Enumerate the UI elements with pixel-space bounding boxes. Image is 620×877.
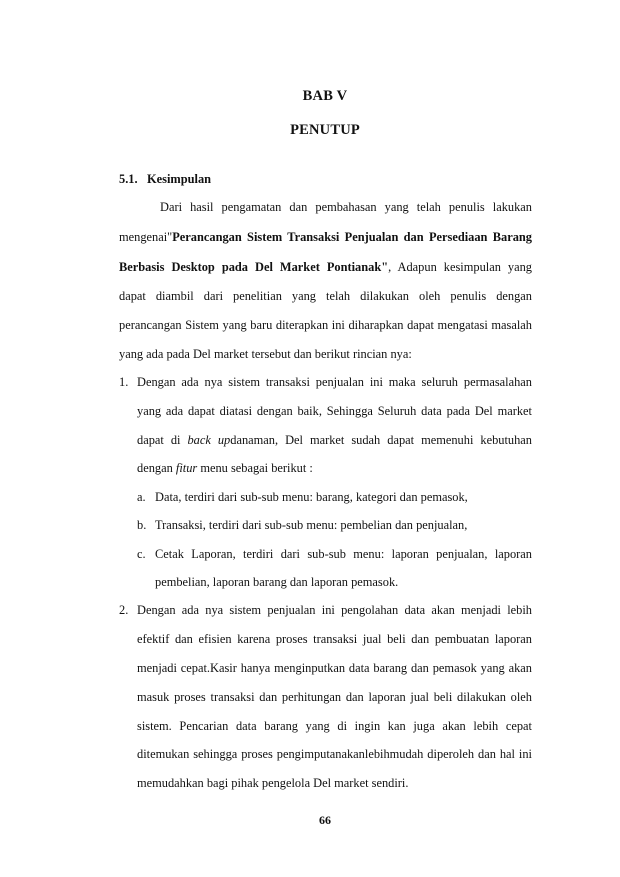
intro-line-5: perancangan Sistem yang baru diterapkan ini diharapkan dapat mengatasi masalah xyxy=(119,318,532,332)
item-2-line-7: memudahkan bagi pihak pengelola Del market sendiri. xyxy=(137,776,409,790)
item-2-line-5: sistem. Pencarian data barang yang di ingin kan juga akan lebih cepat xyxy=(137,719,532,733)
sub-item-a-label: a. xyxy=(137,490,146,504)
intro-line-3-rest: , Adapun kesimpulan yang xyxy=(388,260,532,274)
intro-line-3-bold: Berbasis Desktop pada Del Market Pontianak" xyxy=(119,260,389,274)
item-1-line-3-a: dapat di xyxy=(137,433,188,447)
item-1-line-3-italic: back up xyxy=(187,433,231,447)
item-2-line-6: ditemukan sehingga proses pengimputanakanlebihmudah diperoleh dan hal ini xyxy=(137,747,532,761)
intro-line-2-bold: Perancangan Sistem Transaksi Penjualan dan Persediaan Barang xyxy=(172,230,532,244)
item-1-line-4 xyxy=(137,460,313,476)
item-2-line-2: efektif dan efisien karena proses transaksi jual beli dan pembuatan laporan xyxy=(137,632,532,646)
intro-line-2-prefix: mengenai" xyxy=(119,230,173,244)
item-1-line-3-b: danaman, Del market sudah dapat memenuhi kebutuhan xyxy=(230,433,532,447)
item-1-line-3 xyxy=(137,432,532,448)
intro-line-4: dapat diambil dari penelitian yang telah dilakukan oleh penulis dengan xyxy=(119,289,532,303)
sub-item-c-label: c. xyxy=(137,547,146,561)
section-title: Kesimpulan xyxy=(147,172,212,186)
sub-item-b-text: Transaksi, terdiri dari sub-sub menu: pembelian dan penjualan, xyxy=(155,518,468,532)
intro-line-2 xyxy=(119,229,532,245)
item-1-line-4-a: dengan xyxy=(137,461,176,475)
item-1-line-2: yang ada dapat diatasi dengan baik, Sehingga Seluruh data pada Del market xyxy=(137,404,532,418)
item-2-line-1: Dengan ada nya sistem penjualan ini pengolahan data akan menjadi lebih xyxy=(137,603,532,617)
item-2-number: 2. xyxy=(119,603,129,617)
sub-item-c-continuation: pembelian, laporan barang dan laporan pemasok. xyxy=(155,575,399,589)
item-2-line-4: masuk proses transaksi dan perhitungan dan laporan jual beli dilakukan oleh xyxy=(137,690,532,704)
page-number: 66 xyxy=(319,813,331,827)
intro-line-6: yang ada pada Del market tersebut dan berikut rincian nya: xyxy=(119,347,412,361)
item-1-line-4-italic: fitur xyxy=(175,461,198,475)
item-1-line-1: Dengan ada nya sistem transaksi penjualan ini maka seluruh permasalahan xyxy=(137,375,532,389)
sub-item-b-label: b. xyxy=(137,518,147,532)
sub-item-a-text: Data, terdiri dari sub-sub menu: barang, kategori dan pemasok, xyxy=(155,490,468,504)
item-2-line-3: menjadi cepat.Kasir hanya menginputkan data barang dan pemasok yang akan xyxy=(137,661,532,675)
intro-line-1: Dari hasil pengamatan dan pembahasan yang telah penulis lakukan xyxy=(160,200,532,214)
section-number: 5.1. xyxy=(119,172,138,186)
item-1-line-4-b: menu sebagai berikut : xyxy=(197,461,313,475)
chapter-title: PENUTUP xyxy=(290,122,360,138)
sub-item-c-text: Cetak Laporan, terdiri dari sub-sub menu: laporan penjualan, laporan xyxy=(155,547,532,561)
intro-line-3 xyxy=(119,259,532,275)
chapter-number: BAB V xyxy=(302,88,348,104)
item-1-number: 1. xyxy=(119,375,129,389)
